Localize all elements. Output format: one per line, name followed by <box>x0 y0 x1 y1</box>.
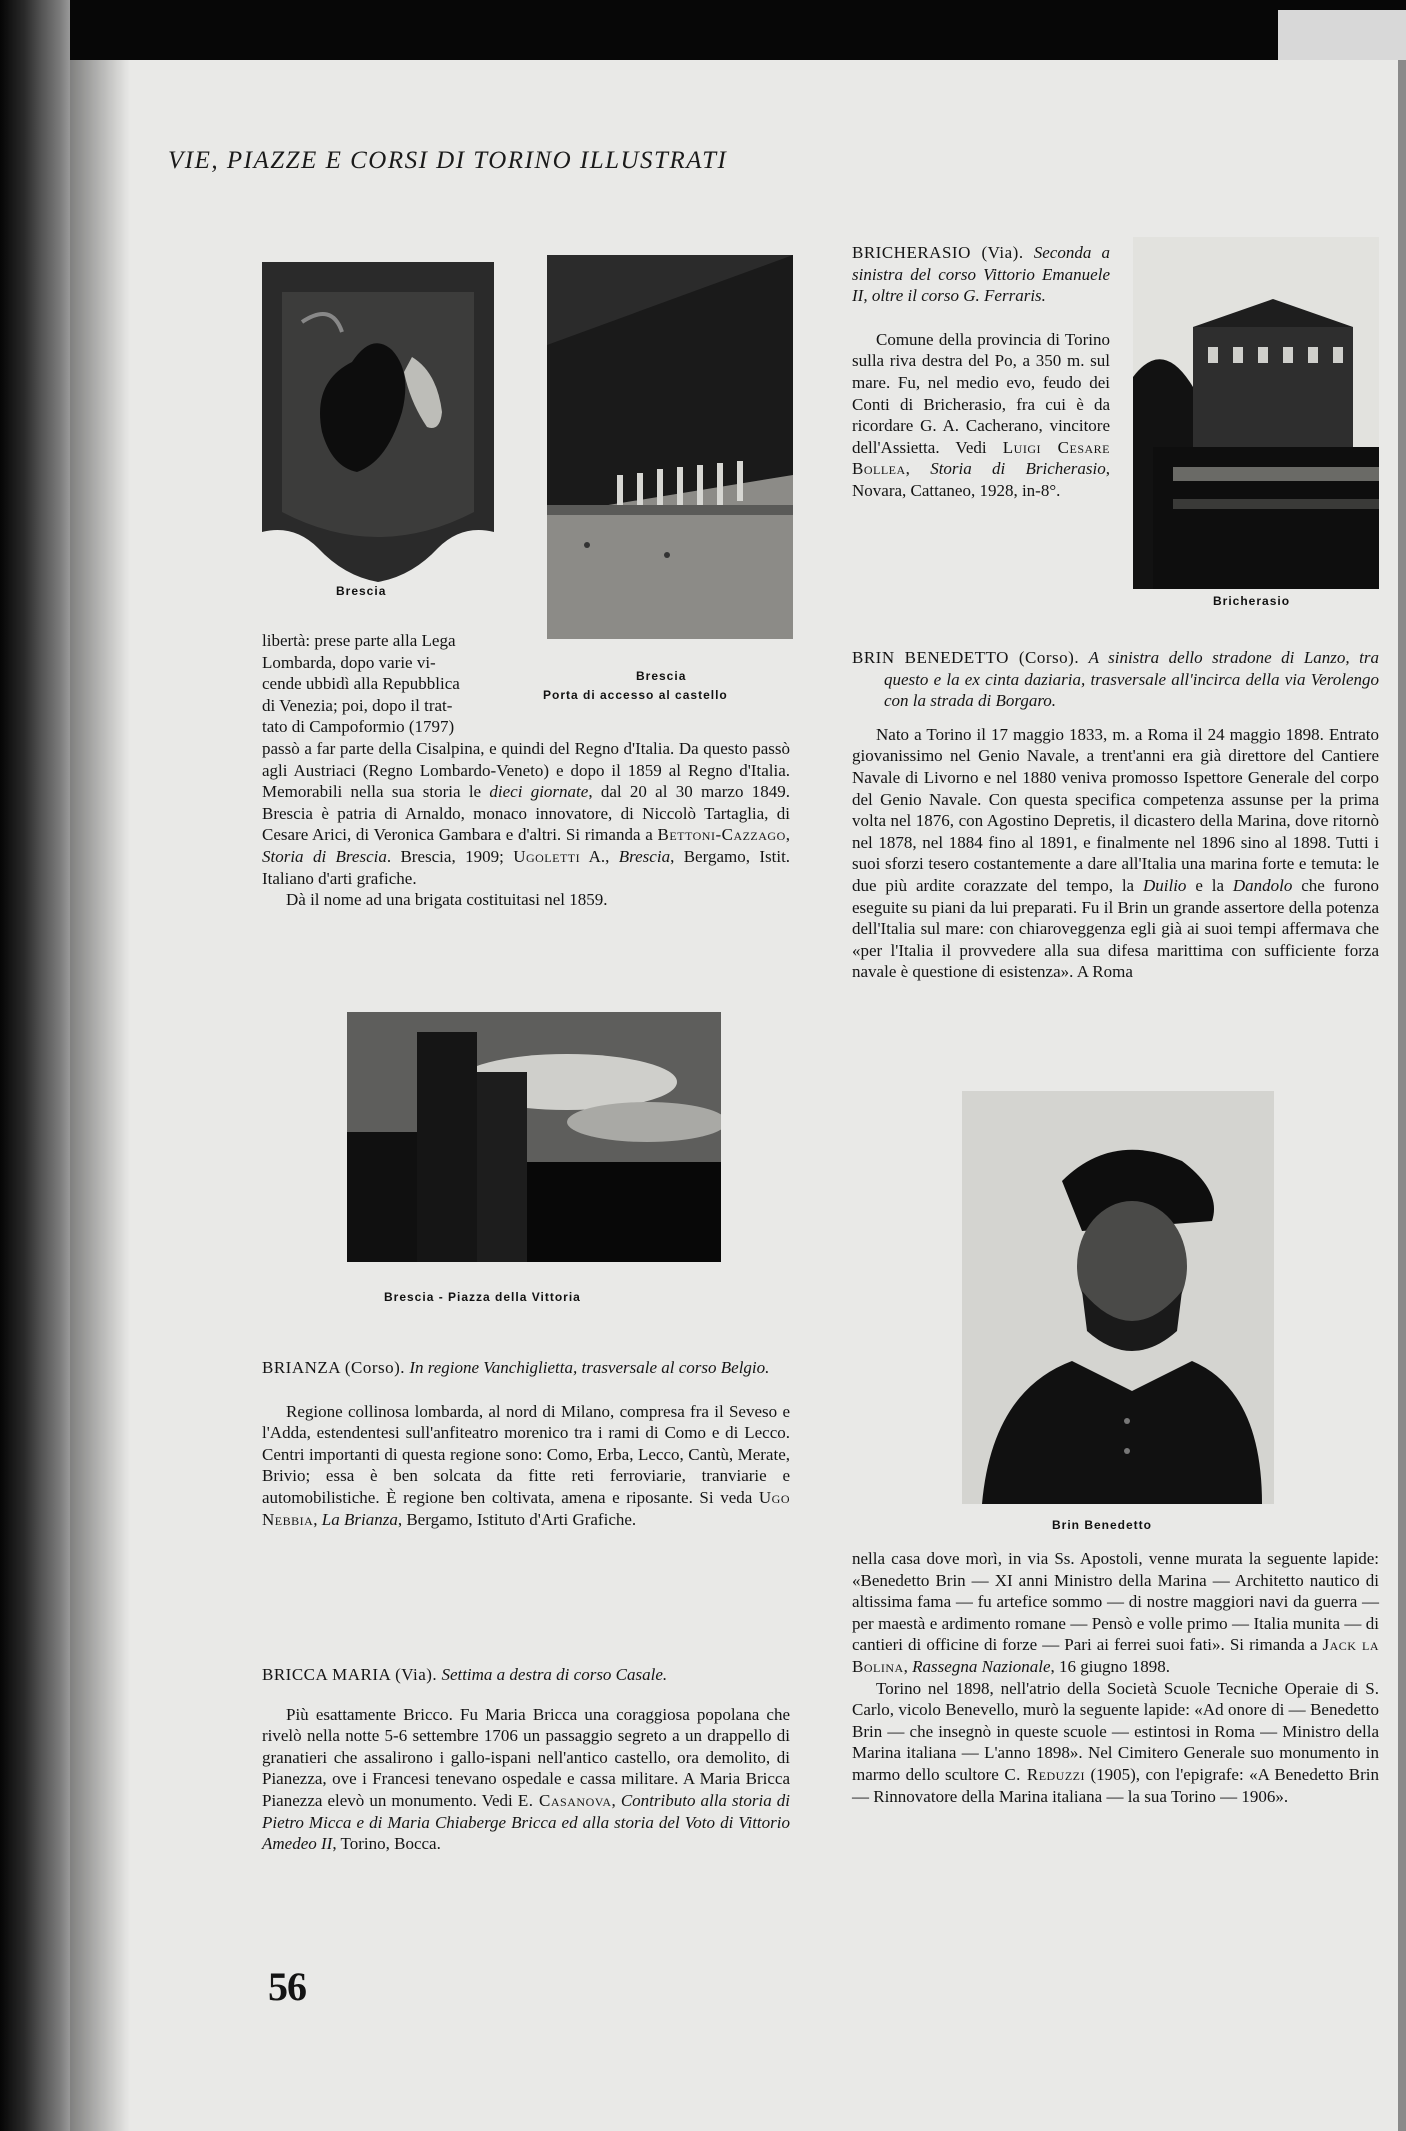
bricca-entry <box>262 1664 790 1855</box>
paragraph: Comune della provincia di Torino sulla riva destra del Po, a 350 m. sul mare. Fu, nel medio evo, feudo dei Conti di Bricherasio, fra cui è da ricordare G. A. Cacherano, vincitore dell'Assietta. Vedi Luigi Cesare Bollea, Storia di Bricherasio, Novara, Cattaneo, 1928, in-8°. <box>852 329 1111 500</box>
brin-entry <box>852 647 1379 983</box>
paragraph: nella casa dove morì, in via Ss. Apostoli, venne murata la seguente lapide: «Benedetto Brin — XI anni Ministro della Marina — Architetto nautico di altissima fama — fu artefice sommo — di nostre maggiori navi da guerra — per maestà e ardimento romane — Pensò e volle primo — Italia munita — di cantieri di officine di forze — Pari ai ferrei suoi fati». Si rimanda a Jack la Bolina, Rassegna Nazionale, 16 giugno 1898. <box>852 1549 1380 1676</box>
bricherasio-entry <box>852 242 1110 502</box>
paragraph: Regione collinosa lombarda, al nord di Milano, compresa fra il Seveso e l'Adda, estendentesi sull'anfiteatro morenico tra i rami di Como e di Lecco. Centri importanti di questa regione sono: Como, Erba, Lecco, Cantù, Merate, Brivio; essa è ben solcata da fitte reti ferroviarie, tranviarie e automobilistiche. È regione ben coltivata, amena e riposante. Si veda Ugo Nebbia, La Brianza, Bergamo, Istituto d'Arti Grafiche. <box>262 1401 790 1529</box>
paragraph: Torino nel 1898, nell'atrio della Società Scuole Tecniche Operaie di S. Carlo, vicolo Benevello, murò la seguente lapide: «Ad onore di — Benedetto Brin — che insegnò in queste scuole — estintosi in Roma — Ministro della Marina italiana — L'anno 1898». Nel Cimitero Generale suo monumento in marmo dello scultore C. Reduzzi (1905), con l'epigrafe: «A Benedetto Brin — Rinnovatore della Marina italiana — la sua Torino — 1906». <box>852 1678 1380 1806</box>
brescia-piazza-image <box>347 1012 721 1262</box>
entry-heading: BRIN BENEDETTO (Corso). A sinistra dello stradone di Lanzo, tra questo e la ex cinta daziaria, trasversale all'incirca della via Verolengo con la strada di Borgaro. <box>852 648 1380 711</box>
caption-brescia-arms: Brescia <box>336 584 387 598</box>
page-number: 56 <box>268 1964 306 2009</box>
book-spine-edge <box>0 0 70 2131</box>
text-line: libertà: prese parte alla Lega <box>262 631 456 650</box>
caption-brescia-gate-2: Porta di accesso al castello <box>543 688 728 702</box>
text-line: cende ubbidì alla Repubblica <box>262 674 460 694</box>
entry-heading: BRIANZA (Corso). In regione Vanchiglietta, trasversale al corso Belgio. <box>262 1358 770 1377</box>
paragraph: Più esattamente Bricco. Fu Maria Bricca una coraggiosa popolana che rivelò nella notte 5-6 settembre 1706 un passaggio segreto a un drappello di granatieri che assalirono i gallo-ispani nell'antico castello, ora demolito, di Pianezza, ove i Francesi tenevano ospedale e cassa militare. A Maria Bricca Pianezza elevò un monumento. Vedi E. Casanova, Contributo alla storia di Pietro Micca e di Maria Chiaberge Bricca ed alla storia del Voto di Vittorio Amedeo II, Torino, Bocca. <box>262 1704 790 1854</box>
paragraph: Nato a Torino il 17 maggio 1833, m. a Roma il 24 maggio 1898. Entrato giovanissimo nel Genio Navale, a trent'anni era già direttore del Cantiere Navale di Livorno e nel 1880 veniva promosso Ispettore Generale del corpo del Genio Navale. Con questa specifica competenza assunse per la prima volta nel 1876, con Agostino Depretis, il dicastero della Marina, dove ritornò nel 1878, nel 1884 fino al 1891, e finalmente nel 1896 sino al 1898. Tutti i suoi sforzi tesero costantemente a dare all'Italia una marina forte e temuta: le due più ardite corazzate del tempo, la Duilio e la Dandolo che furono eseguite su piani da lui preparati. Fu il Brin un grande assertore della potenza dell'Italia sul mare: con chiaroveggenza egli già ai suoi tempi affermava che «per l'Italia il provvedere alla sua difesa marittima con sufficiente forza navale è questione di esistenza». A Roma <box>852 724 1380 982</box>
page-gutter-shadow <box>70 60 130 2131</box>
paragraph: passò a far parte della Cisalpina, e quindi del Regno d'Italia. Da questo passò agli Austriaci (Regno Lombardo-Veneto) e dopo il 1859 al Regno d'Italia. Memorabili nella sua storia le dieci giornate, dal 20 al 30 marzo 1849. Brescia è patria di Arnaldo, monaco innovatore, di Niccolò Tartaglia, di Cesare Arici, di Veronica Gambara e d'altri. Si rimanda a Bettoni-Cazzago, Storia di Brescia. Brescia, 1909; Ugoletti A., Brescia, Bergamo, Istit. Italiano d'arti grafiche. <box>262 739 791 888</box>
brin-entry-continued <box>852 1548 1379 1807</box>
entry-heading: BRICHERASIO (Via). Seconda a sinistra del corso Vittorio Emanuele II, oltre il corso G. Ferraris. <box>852 243 1111 306</box>
brescia-coat-of-arms-image <box>262 262 494 582</box>
brescia-text-narrow <box>262 630 530 738</box>
text-line: di Venezia; poi, dopo il trat- <box>262 695 453 715</box>
caption-brescia-piazza: Brescia - Piazza della Vittoria <box>384 1290 581 1304</box>
shield-icon <box>262 262 494 582</box>
scan-right-edge <box>1398 60 1406 2131</box>
brianza-entry <box>262 1357 790 1530</box>
entry-heading: BRICCA MARIA (Via). Settima a destra di corso Casale. <box>262 1665 668 1684</box>
brescia-text <box>262 738 790 911</box>
running-header: VIE, PIAZZE E CORSI DI TORINO ILLUSTRATI <box>168 147 728 174</box>
caption-bricherasio: Bricherasio <box>1213 594 1291 608</box>
text-line: tato di Campoformio (1797) <box>262 717 455 737</box>
text-line: Lombarda, dopo varie vi- <box>262 652 436 672</box>
paragraph: Dà il nome ad una brigata costituitasi nel 1859. <box>286 890 608 910</box>
brin-portrait-image <box>962 1091 1274 1504</box>
caption-brescia-gate-1: Brescia <box>636 669 687 683</box>
caption-brin: Brin Benedetto <box>1052 1518 1153 1532</box>
brescia-castle-gate-image <box>547 255 793 639</box>
bricherasio-image <box>1133 237 1379 589</box>
